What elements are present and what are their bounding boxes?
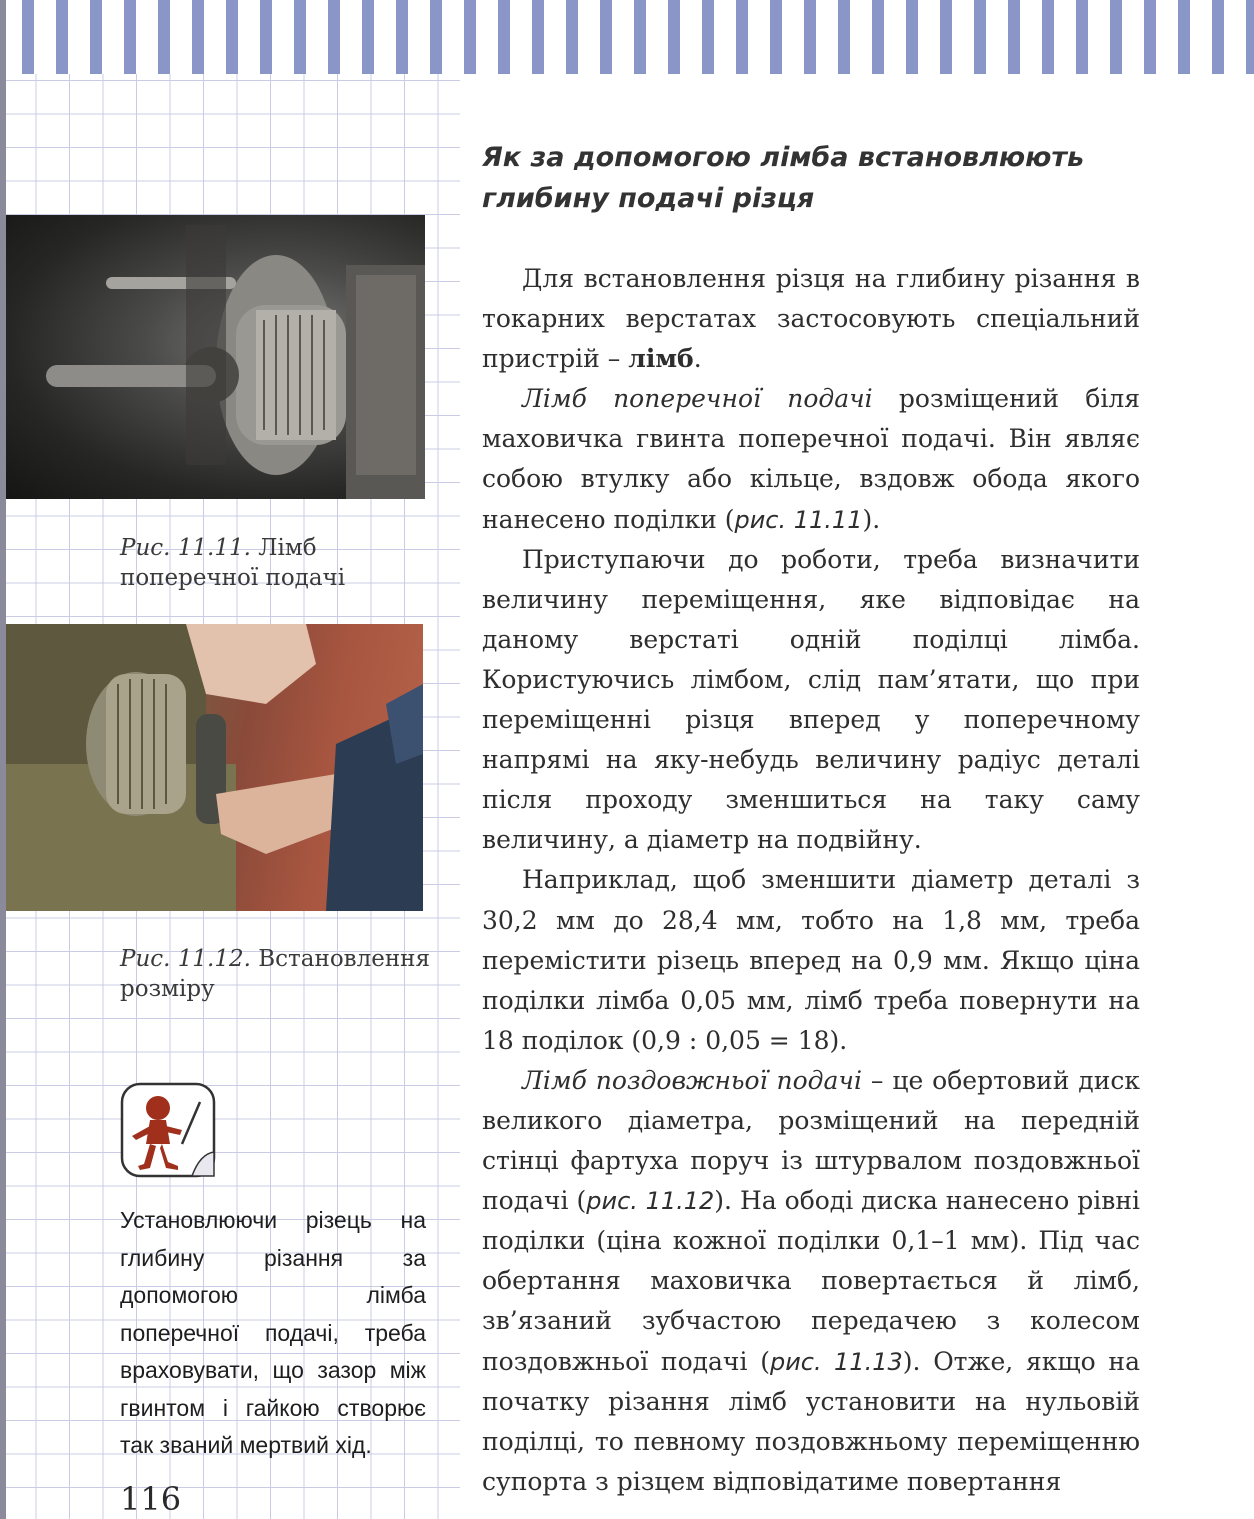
figure-reference: рис. 11.13 (769, 1347, 903, 1376)
body-text (482, 259, 1140, 1502)
text-span: – це обертовий диск великого діаметра, розміщений на передній стінці фартуха поруч із штурвалом поздовжньої подачі ( (482, 1065, 1140, 1216)
figure-reference: рис. 11.12 (586, 1187, 715, 1216)
text-span: ). На ободі диска нанесено рівні поділки (ціна кожної поділки 0,1–1 мм). Під час обертання маховичка повертається й лімб, зв’язаний зубчастою передачею з колесом поздовжньої подачі ( (482, 1186, 1140, 1376)
figure-reference: рис. 11.11 (734, 505, 863, 534)
photo-cross-feed-dial (6, 215, 425, 499)
text-span: розміщений біля маховичка гвинта поперечної подачі. Він являє собою втулку або кільце, вздовж обода якого нанесено поділки ( (482, 384, 1140, 534)
paragraph (482, 259, 1140, 379)
note-character-icon (120, 1082, 216, 1180)
figure-label: Рис. 11.11. (120, 535, 251, 561)
paragraph (482, 379, 1140, 539)
bold-term: лімб (628, 344, 694, 374)
paragraph: Приступаючи до роботи, треба визначити величину переміщення, яке відповідає на даному верстаті одній поділці лімба. Користуючись лімбом, слід пам’ятати, що при переміщенні різця вперед у поперечному напрямі на яку-небудь величину радіус деталі після проходу зменшиться на таку саму величину, а діаметр на подвійну. (482, 544, 1140, 855)
top-stripe-border (0, 0, 1254, 74)
paragraph: Наприклад, щоб зменшити діаметр деталі з 30,2 мм до 28,4 мм, тобто на 1,8 мм, треба перемістити різець вперед на 0,9 мм. Якщо ціна поділки лімба 0,05 мм, лімб треба повернути на 18 поділок (0,9 : 0,05 = 18). (482, 865, 1140, 1055)
italic-term: Лімб поздовжньої подачі (522, 1065, 862, 1095)
figure-caption-11-11 (120, 533, 420, 593)
text-span: . (693, 344, 702, 374)
page-number: 116 (120, 1480, 182, 1518)
heading-line: Як за допомогою лімба встановлюють (482, 142, 1085, 173)
text-span: ). Отже, якщо на початку різання лімб установити на нульовій поділці, то певному поздовжньому переміщенню супорта з різцем відповідатиме повертання (482, 1346, 1140, 1496)
figure-caption-text: Лімб поперечної подачі (120, 535, 346, 591)
photo-setting-size (6, 624, 423, 911)
figure-caption-text: Встановлення розміру (120, 946, 431, 1002)
figure-label: Рис. 11.12. (120, 946, 251, 972)
italic-term: Лімб поперечної подачі (522, 384, 873, 414)
section-heading (482, 137, 1182, 219)
text-span: Для встановлення різця на глибину різання в токарних верстатах застосовують спеціальний пристрій – (482, 264, 1140, 374)
figure-caption-11-12 (120, 944, 440, 1004)
text-span: ). (862, 504, 881, 534)
note-text: Установлюючи різець на глибину різання за допомогою лімба поперечної подачі, треба враховувати, що зазор між гвинтом і гайкою створює так званий мертвий хід. (120, 1207, 426, 1458)
heading-line: глибину подачі різця (482, 183, 815, 214)
paragraph (482, 1061, 1140, 1502)
